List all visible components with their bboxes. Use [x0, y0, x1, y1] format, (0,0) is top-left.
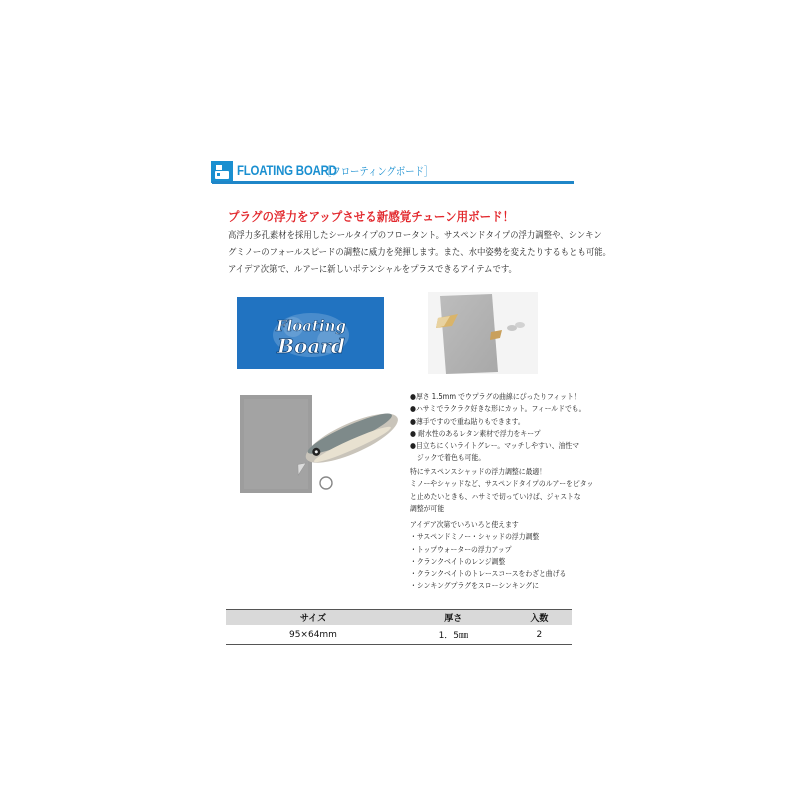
intro-line: アイデア次第で、ルアーに新しいポテンシャルをプラスできるアイテムです。	[228, 265, 517, 275]
lure-with-board-photo	[230, 393, 400, 495]
idea-item: ・シンキングプラグをスローシンキングに	[410, 581, 539, 591]
feature-item: ● 耐水性のあるレタン素材で浮力をキープ	[410, 428, 541, 438]
idea-item: ・クランクベイトのトレースコースをわざと曲げる	[410, 569, 567, 579]
spec-size-value: 95×64mm	[226, 625, 400, 645]
brand-logo-icon	[237, 297, 384, 369]
idea-list	[410, 519, 585, 593]
spec-thickness-value: 1．5㎜	[400, 625, 507, 645]
floating-board-logo-icon	[211, 161, 233, 183]
spec-header-size: サイズ	[226, 610, 400, 626]
feature-item: ●目立ちにくいライトグレー。マッチしやすい、油性マ	[410, 441, 580, 451]
suspend-line: と止めたいときも、ハサミで切っていけば、ジャストな	[410, 491, 581, 501]
spec-header-row	[226, 610, 572, 626]
suspend-line: 調整が可能	[410, 503, 445, 513]
idea-item: ・トップウォーターの浮力アップ	[410, 544, 512, 554]
feature-item: ジックで着色も可能。	[410, 453, 486, 463]
idea-item: ・クランクベイトのレンジ調整	[410, 556, 506, 566]
board-sheet-photo	[428, 292, 538, 374]
header-subtitle: ［フローティングボード］	[322, 165, 434, 178]
spec-header-thickness: 厚さ	[400, 610, 507, 626]
svg-text:Board: Board	[277, 334, 345, 358]
feature-list	[410, 391, 585, 465]
idea-item: ・サスペンドミノー・シャッドの浮力調整	[410, 532, 540, 542]
spec-table	[226, 609, 572, 645]
spec-header-quantity: 入数	[507, 610, 572, 626]
suspend-line: ミノーやシャッドなど、サスペンドタイプのルアーをピタッ	[410, 479, 594, 489]
suspend-note	[410, 466, 594, 515]
spec-value-row	[226, 625, 572, 645]
intro-line: 高浮力多孔素材を採用したシールタイプのフロータント。サスペンドタイプの浮力調整や、シンキン	[228, 231, 602, 241]
intro-line: グミノーのフォールスピードの調整に威力を発揮します。また、水中姿勢を変えたりするもとも可能。	[228, 248, 611, 258]
svg-text:Floating: Floating	[275, 317, 347, 335]
spec-quantity-value: 2	[507, 625, 572, 645]
floating-board-brand-card	[237, 297, 384, 369]
intro-paragraph	[228, 228, 611, 279]
header-divider	[212, 181, 574, 184]
headline: プラグの浮力をアップさせる新感覚チューン用ボード！	[228, 209, 515, 224]
feature-item: ●薄手ですので重ね貼りもできます。	[410, 416, 525, 426]
feature-item: ●ハサミでラクラク好きな形にカット。フィールドでも。	[410, 404, 586, 414]
idea-list-title: アイデア次第でいろいろと使えます	[410, 520, 519, 529]
header-title: FLOATING BOARD	[237, 162, 337, 178]
suspend-line: 特にサスペンスシャッドの浮力調整に最適！	[410, 467, 547, 476]
feature-item: ●厚さ 1.5mm でウプラグの曲線にぴったりフィット！	[410, 392, 581, 401]
